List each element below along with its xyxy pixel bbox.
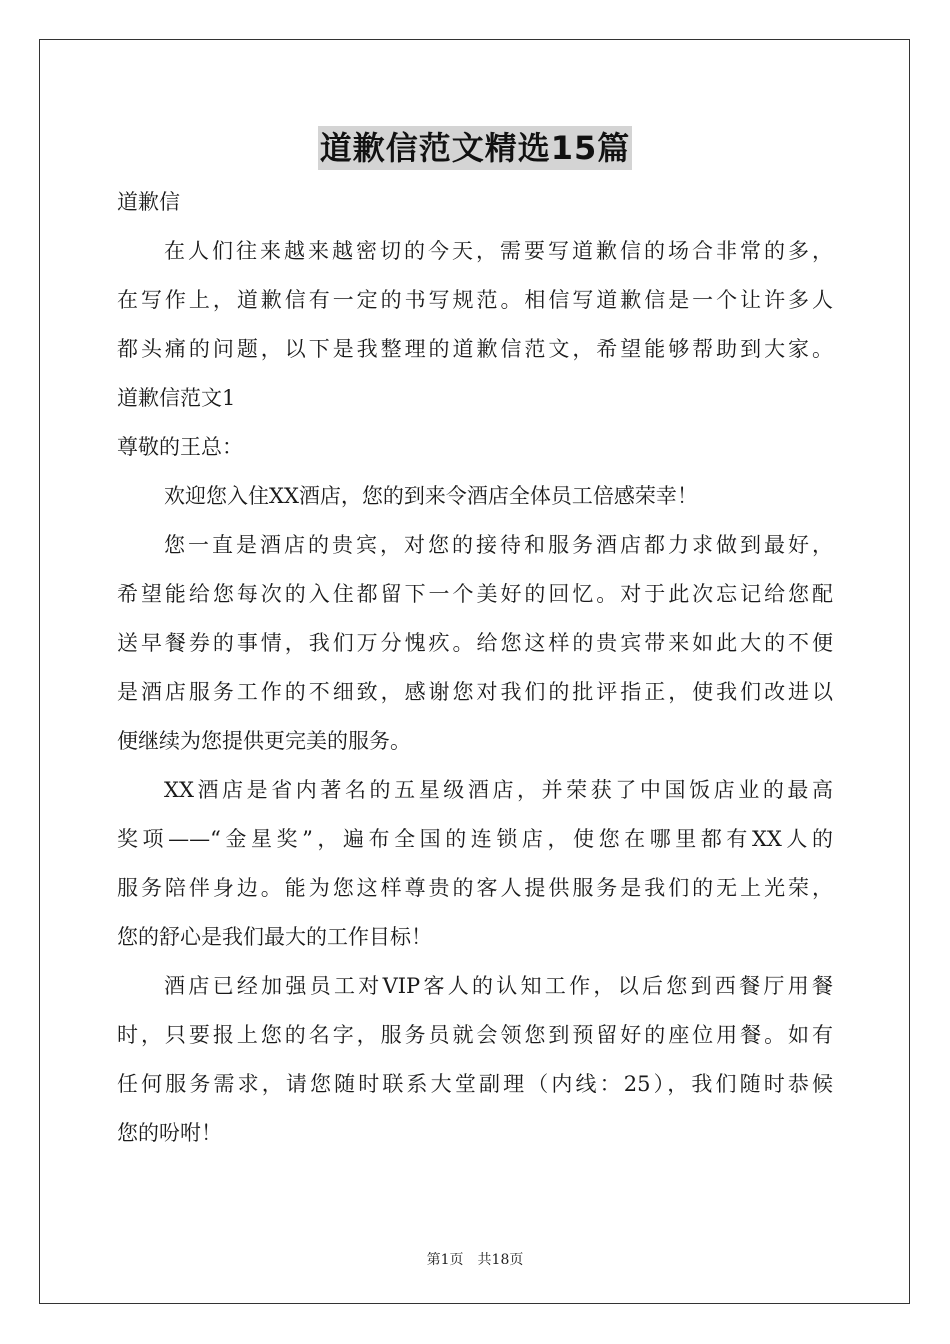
text-line: 尊敬的王总：	[117, 435, 243, 459]
text-line: 您的舒心是我们最大的工作目标！	[117, 925, 432, 949]
text-line: 道歉信	[117, 190, 180, 214]
text-line: 酒店已经加强员工对VIP客人的认知工作，以后您到西餐厅用餐	[164, 974, 833, 998]
text-line: 都头痛的问题，以下是我整理的道歉信范文，希望能够帮助到大家。	[117, 337, 833, 361]
text-line: 奖项——“金星奖”，遍布全国的连锁店，使您在哪里都有XX人的	[117, 827, 833, 851]
text-line: 在写作上，道歉信有一定的书写规范。相信写道歉信是一个让许多人	[117, 288, 833, 312]
text-line: 任何服务需求，请您随时联系大堂副理（内线：25），我们随时恭候	[117, 1072, 833, 1096]
text-line: 您的吩咐！	[117, 1121, 222, 1145]
text-line: 送早餐券的事情，我们万分愧疚。给您这样的贵宾带来如此大的不便	[117, 631, 833, 655]
text-line: 欢迎您入住XX酒店，您的到来令酒店全体员工倍感荣幸！	[164, 484, 698, 508]
text-line: 您一直是酒店的贵宾，对您的接待和服务酒店都力求做到最好，	[164, 533, 833, 557]
text-line: 时，只要报上您的名字，服务员就会领您到预留好的座位用餐。如有	[117, 1023, 833, 1047]
text-line: 希望能给您每次的入住都留下一个美好的回忆。对于此次忘记给您配	[117, 582, 833, 606]
title-container	[0, 126, 950, 170]
text-line: 服务陪伴身边。能为您这样尊贵的客人提供服务是我们的无上光荣，	[117, 876, 833, 900]
page-footer: 第1页 共18页	[426, 1252, 524, 1268]
document-body	[117, 178, 833, 1158]
document-title: 道歉信范文精选15篇	[318, 126, 633, 170]
text-line: 在人们往来越来越密切的今天，需要写道歉信的场合非常的多，	[164, 239, 833, 263]
text-line: 是酒店服务工作的不细致，感谢您对我们的批评指正，使我们改进以	[117, 680, 833, 704]
text-line: XX酒店是省内著名的五星级酒店，并荣获了中国饭店业的最高	[164, 778, 833, 802]
text-line: 道歉信范文1	[117, 386, 236, 410]
text-line: 便继续为您提供更完美的服务。	[117, 729, 411, 753]
